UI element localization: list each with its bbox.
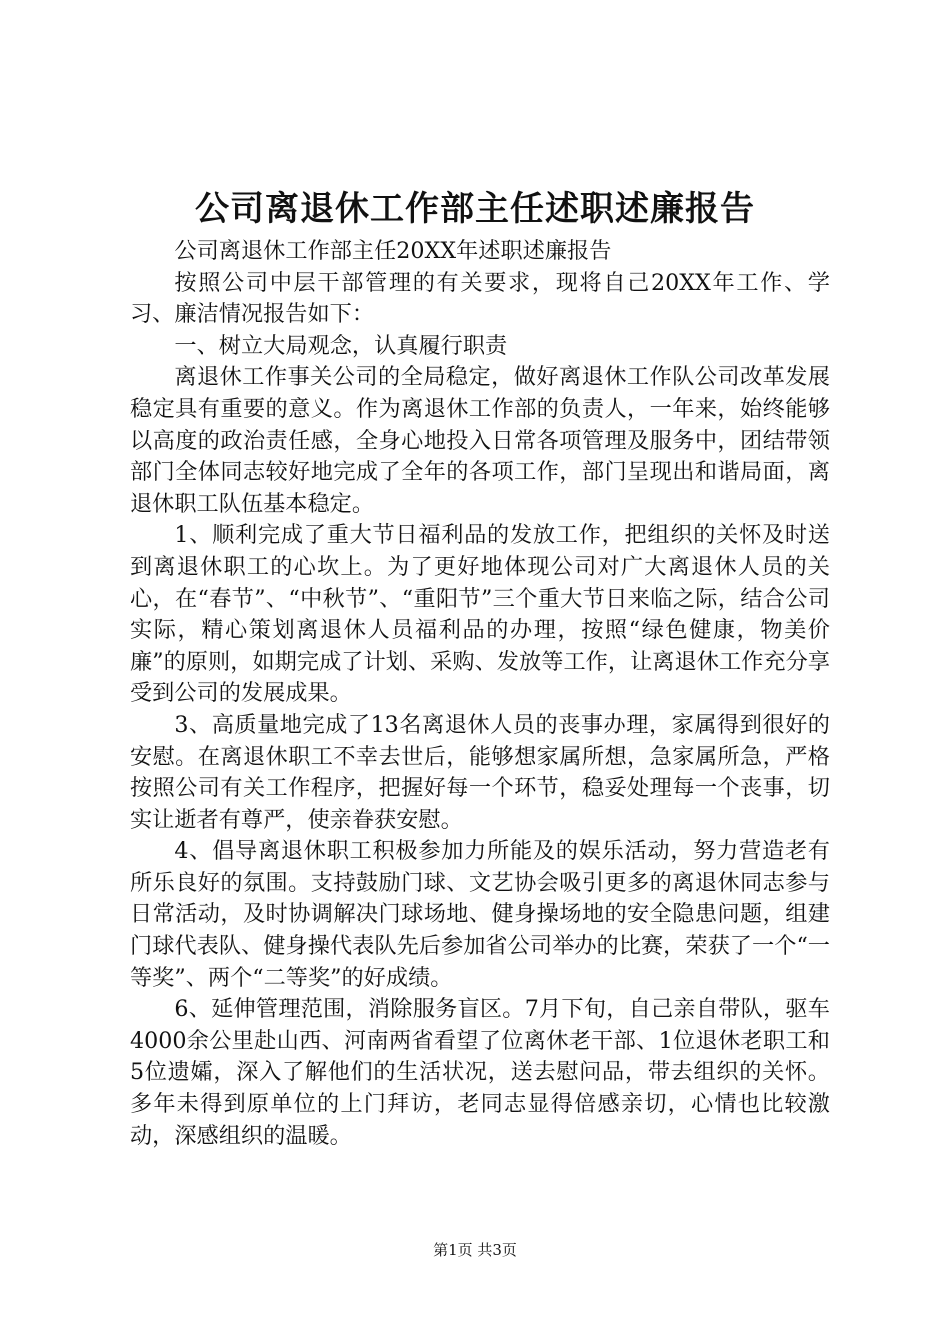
document-title: 公司离退休工作部主任述职述廉报告 [195, 189, 755, 229]
report-subtitle-paragraph: 公司离退休工作部主任20XX年述职述廉报告 [174, 238, 612, 264]
page-number-footer: 第1页 共3页 [433, 1241, 517, 1259]
section-heading-1: 一、树立大局观念，认真履行职责 [174, 332, 508, 359]
body-paragraph: 4、倡导离退休职工积极参加力所能及的娱乐活动，努力营造老有所乐良好的氛围。支持鼓励门球、文艺协会吸引更多的离退休同志参与日常活动，及时协调解决门球场地、健身操场地的安全隐患问题，组建门球代表队、健身操代表队先后参加省公司举办的比赛，荣获了一个“一等奖”、两个“二等奖”的好成绩。 [130, 838, 830, 991]
body-paragraph: 3、高质量地完成了13名离退休人员的丧事办理，家属得到很好的安慰。在离退休职工不幸去世后，能够想家属所想，急家属所急，严格按照公司有关工作程序，把握好每一个环节，稳妥处理每一个丧事，切实让逝者有尊严，使亲眷获安慰。 [130, 711, 830, 833]
body-paragraph: 6、延伸管理范围，消除服务盲区。7月下旬，自己亲自带队，驱车4000余公里赴山西、河南两省看望了位离休老干部、1位退休老职工和5位遗孀，深入了解他们的生活状况，送去慰问品，带去组织的关怀。多年未得到原单位的上门拜访，老同志显得倍感亲切，心情也比较激动，深感组织的温暖。 [130, 996, 830, 1149]
intro-paragraph: 按照公司中层干部管理的有关要求，现将自己20XX年工作、学习、廉洁情况报告如下： [130, 269, 830, 328]
body-paragraph: 离退休工作事关公司的全局稳定，做好离退休工作队公司改革发展稳定具有重要的意义。作为离退休工作部的负责人，一年来，始终能够以高度的政治责任感，全身心地投入日常各项管理及服务中，团结带领部门全体同志较好地完成了全年的各项工作，部门呈现出和谐局面，离退休职工队伍基本稳定。 [130, 364, 830, 517]
body-paragraph: 1、顺利完成了重大节日福利品的发放工作，把组织的关怀及时送到离退休职工的心坎上。为了更好地体现公司对广大离退休人员的关心，在“春节”、“中秋节”、“重阳节”三个重大节日来临之际，结合公司实际，精心策划离退休人员福利品的办理，按照“绿色健康，物美价廉”的原则，如期完成了计划、采购、发放等工作，让离退休工作充分享受到公司的发展成果。 [130, 522, 830, 707]
document-body [130, 236, 830, 1152]
